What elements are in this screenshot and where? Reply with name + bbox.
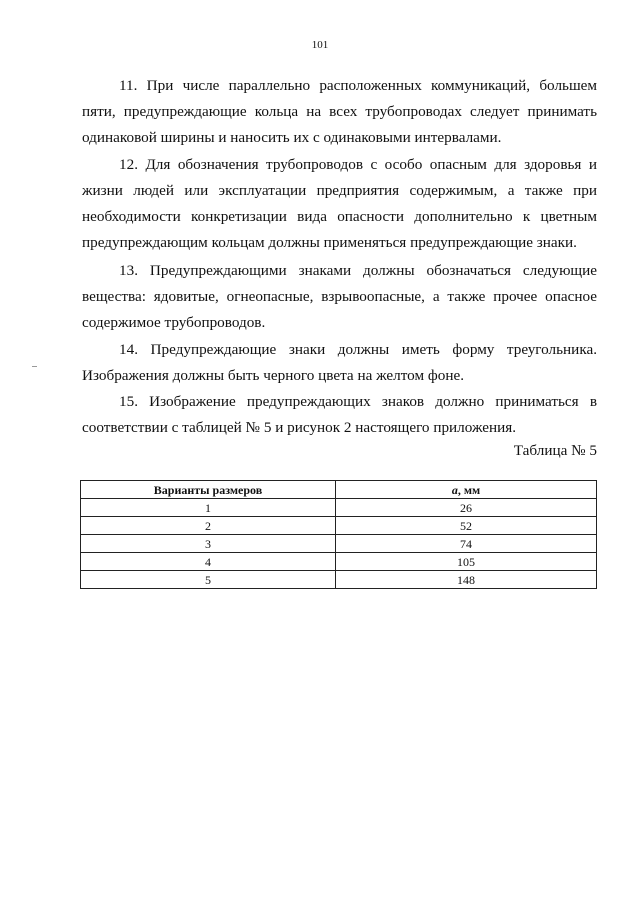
- margin-mark: [32, 366, 37, 367]
- cell-value: 52: [336, 517, 597, 535]
- paragraph-15: 15. Изображение предупреждающих знаков должно приниматься в соответствии с таблицей № 5 и рисунок 2 настоящего приложения.: [82, 393, 597, 436]
- paragraph-11: 11. При числе параллельно расположенных коммуникаций, большем пяти, предупреждающие кольца на всех трубопроводах следует принимать одинаковой ширины и наносить их с одинаковыми интервалами.: [82, 77, 597, 146]
- table-caption: Таблица № 5: [513, 442, 597, 459]
- header-a-symbol: а: [451, 482, 458, 497]
- cell-value: 148: [336, 571, 597, 589]
- cell-variant: 3: [81, 535, 336, 553]
- header-a-mm: [336, 481, 597, 499]
- cell-variant: 2: [81, 517, 336, 535]
- header-variant: Варианты размеров: [81, 481, 336, 499]
- paragraph-12: 12. Для обозначения трубопроводов с особо опасным для здоровья и жизни людей или эксплуатации предприятия содержимым, а также при необходимости конкретизации вида опасности дополнительно к цветным предупреждающим кольцам должны применяться предупреждающие знаки.: [82, 156, 597, 251]
- page-number: 101: [311, 39, 329, 51]
- cell-value: 26: [336, 499, 597, 517]
- table-row: [81, 535, 597, 553]
- paragraph-14: 14. Предупреждающие знаки должны иметь форму треугольника. Изображения должны быть черного цвета на желтом фоне.: [82, 341, 597, 384]
- cell-variant: 4: [81, 553, 336, 571]
- table-row: [81, 499, 597, 517]
- table-header-row: [81, 481, 597, 499]
- cell-value: 74: [336, 535, 597, 553]
- size-variants-table: [80, 480, 597, 589]
- table-row: [81, 553, 597, 571]
- table-row: [81, 517, 597, 535]
- paragraph-13: 13. Предупреждающими знаками должны обозначаться следующие вещества: ядовитые, огнеопасные, взрывоопасные, а также прочее опасное содержимое трубопроводов.: [82, 262, 597, 331]
- header-a-unit: , мм: [457, 482, 481, 497]
- table-row: [81, 571, 597, 589]
- cell-value: 105: [336, 553, 597, 571]
- cell-variant: 1: [81, 499, 336, 517]
- cell-variant: 5: [81, 571, 336, 589]
